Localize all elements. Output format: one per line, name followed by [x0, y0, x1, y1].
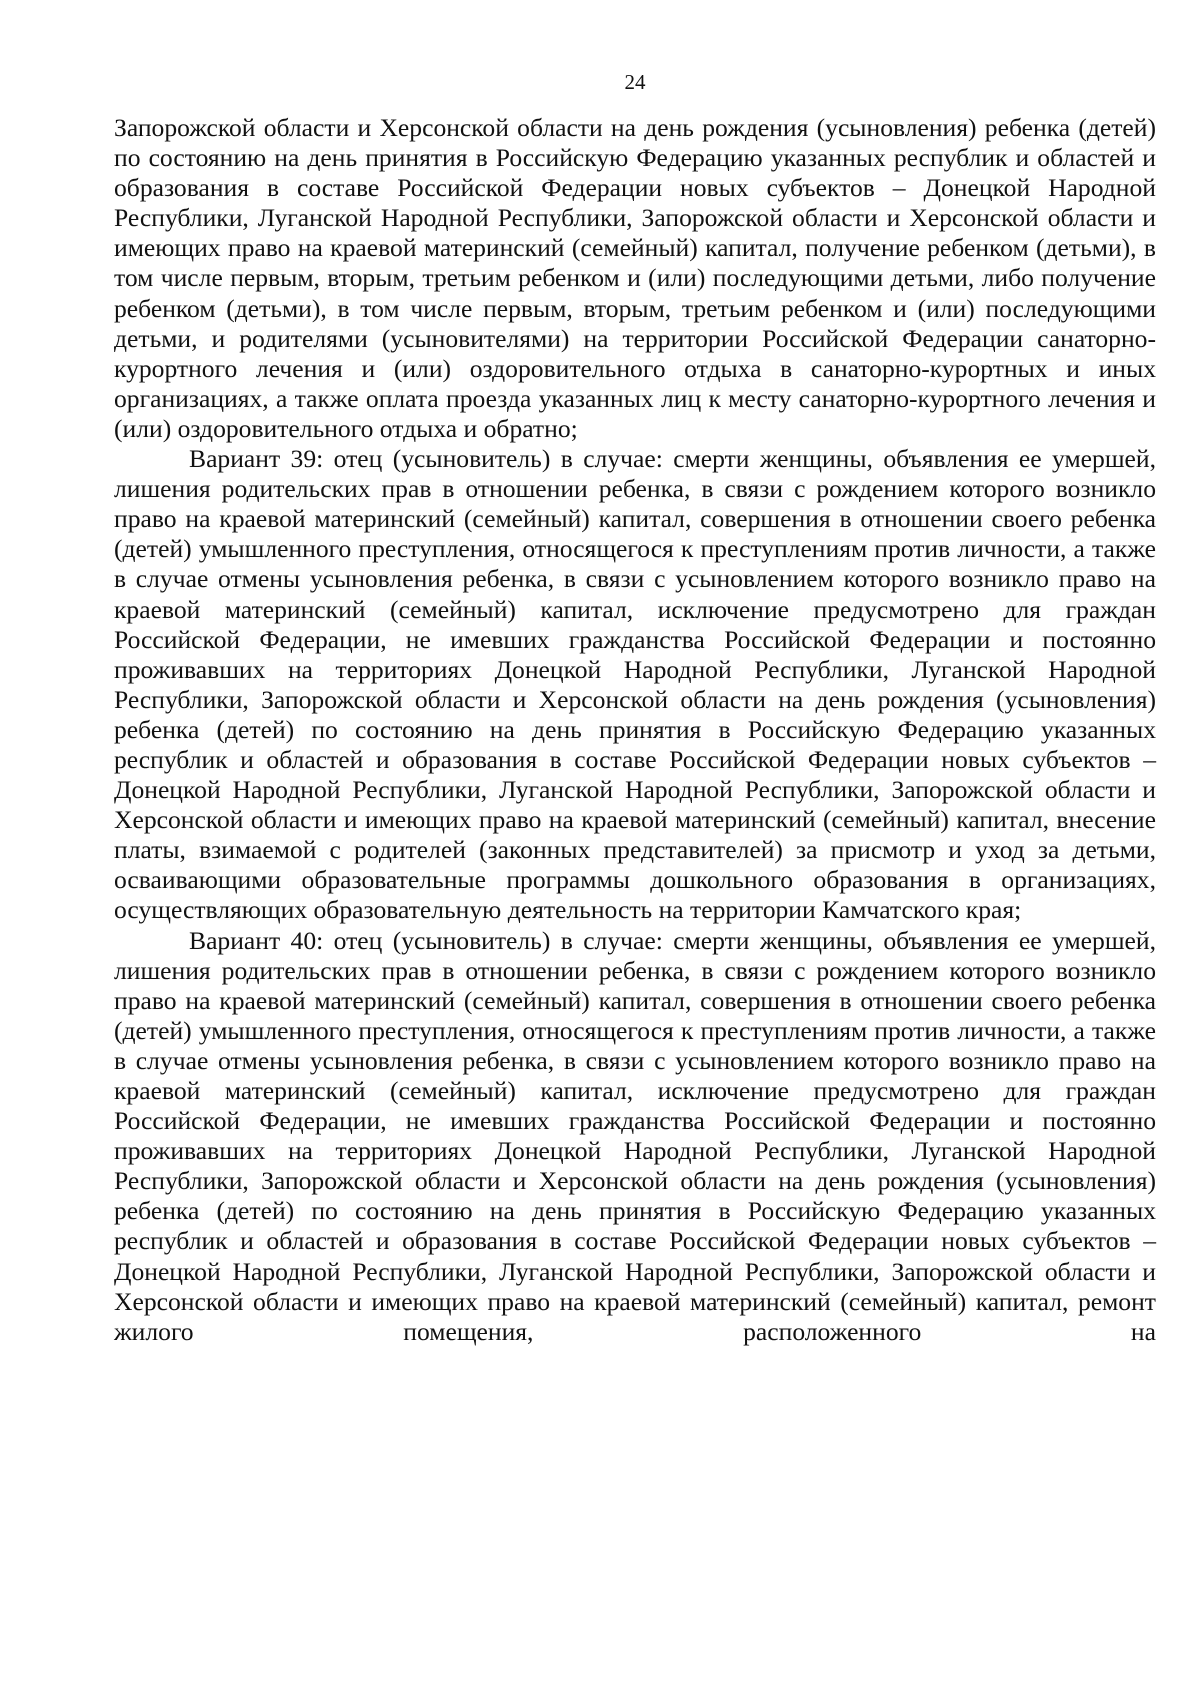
- paragraph-variant-40: Вариант 40: отец (усыновитель) в случае: смерти женщины, объявления ее умершей, лишения родительских прав в отношении ребенка, в связи с рождением которого возникло право на краевой материнский (семейный) капитал, совершения в отношении своего ребенка (детей) умышленного преступления, относящегося к преступлениям против личности, а также в случае отмены усыновления ребенка, в связи с усыновлением которого возникло право на краевой материнский (семейный) капитал, исключение предусмотрено для граждан Российской Федерации, не имевших гражданства Российской Федерации и постоянно проживавших на территориях Донецкой Народной Республики, Луганской Народной Республики, Запорожской области и Херсонской области на день рождения (усыновления) ребенка (детей) по состоянию на день принятия в Российскую Федерацию указанных республик и областей и образования в составе Российской Федерации новых субъектов – Донецкой Народной Республики, Луганской Народной Республики, Запорожской области и Херсонской области и имеющих право на краевой материнский (семейный) капитал, ремонт жилого помещения, расположенного на: [114, 925, 1156, 1346]
- paragraph-continuation: Запорожской области и Херсонской области на день рождения (усыновления) ребенка (детей) по состоянию на день принятия в Российскую Федерацию указанных республик и областей и образования в составе Российской Федерации новых субъектов – Донецкой Народной Республики, Луганской Народной Республики, Запорожской области и Херсонской области и имеющих право на краевой материнский (семейный) капитал, получение ребенком (детьми), в том числе первым, вторым, третьим ребенком и (или) последующими детьми, либо получение ребенком (детьми), в том числе первым, вторым, третьим ребенком и (или) последующими детьми, и родителями (усыновителями) на территории Российской Федерации санаторно-курортного лечения и (или) оздоровительного отдыха в санаторно-курортных и иных организациях, а также оплата проезда указанных лиц к месту санаторно-курортного лечения и (или) оздоровительного отдыха и обратно;: [114, 113, 1156, 443]
- paragraph-variant-39: Вариант 39: отец (усыновитель) в случае: смерти женщины, объявления ее умершей, лишения родительских прав в отношении ребенка, в связи с рождением которого возникло право на краевой материнский (семейный) капитал, совершения в отношении своего ребенка (детей) умышленного преступления, относящегося к преступлениям против личности, а также в случае отмены усыновления ребенка, в связи с усыновлением которого возникло право на краевой материнский (семейный) капитал, исключение предусмотрено для граждан Российской Федерации, не имевших гражданства Российской Федерации и постоянно проживавших на территориях Донецкой Народной Республики, Луганской Народной Республики, Запорожской области и Херсонской области на день рождения (усыновления) ребенка (детей) по состоянию на день принятия в Российскую Федерацию указанных республик и областей и образования в составе Российской Федерации новых субъектов – Донецкой Народной Республики, Луганской Народной Республики, Запорожской области и Херсонской области и имеющих право на краевой материнский (семейный) капитал, внесение платы, взимаемой с родителей (законных представителей) за присмотр и уход за детьми, осваивающими образовательные программы дошкольного образования в организациях, осуществляющих образовательную деятельность на территории Камчатского края;: [114, 444, 1156, 925]
- document-body: [114, 113, 1156, 1347]
- page-number: 24: [624, 70, 646, 94]
